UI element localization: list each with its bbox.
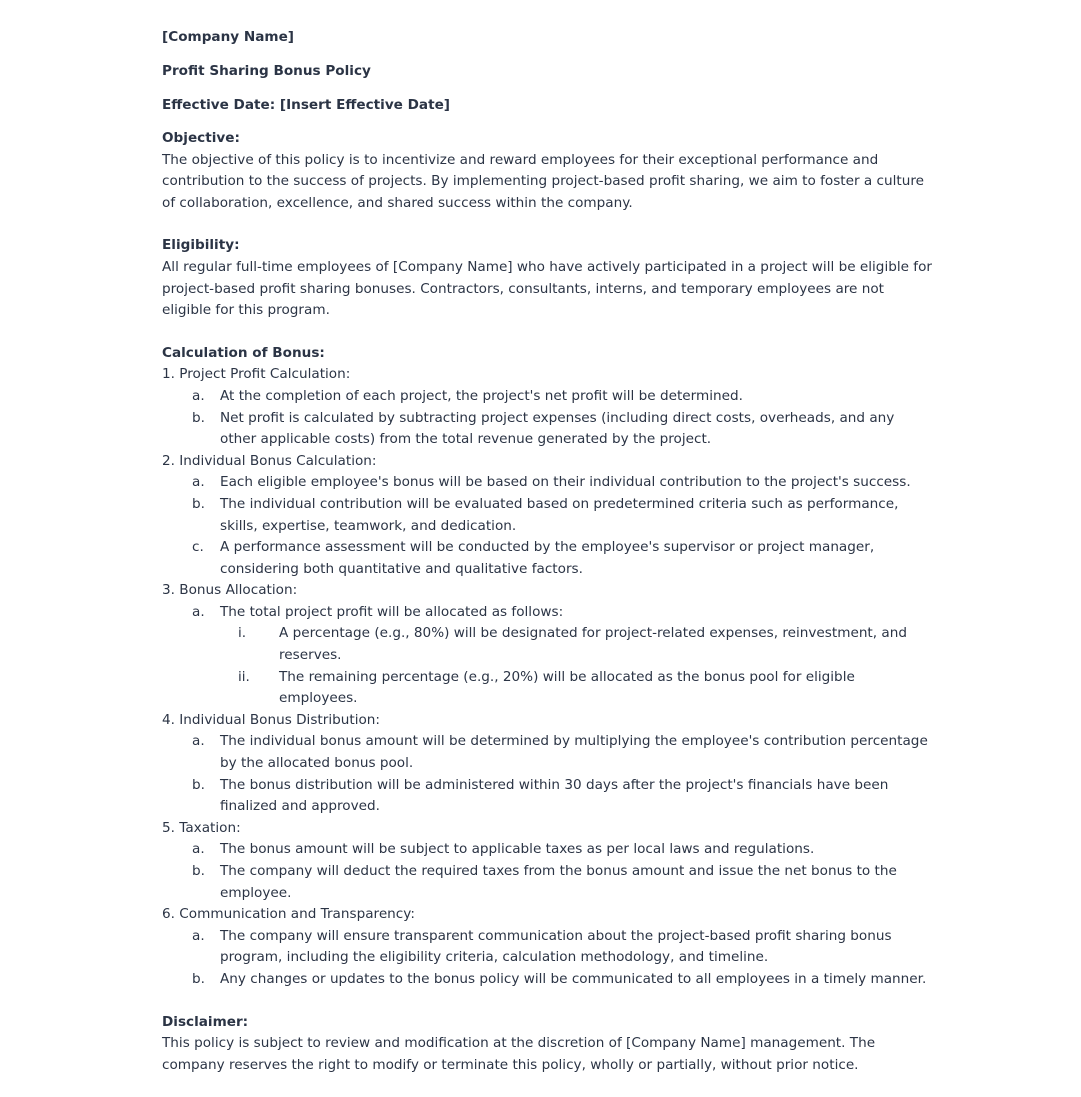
list-item: 3. Bonus Allocation: <box>162 582 298 599</box>
list-item: 5. Taxation: <box>162 819 241 836</box>
sub-item-text: The company will ensure transparent communication about the project-based profit sharing bonus program, including the eligibility criteria, calculation methodology, and timeline. <box>220 927 892 966</box>
list-marker: a. <box>192 387 205 404</box>
sub-item-text: Net profit is calculated by subtracting project expenses (including direct costs, overheads, and any other applicable costs) from the total revenue generated by the project. <box>220 409 895 448</box>
sub-item-text: At the completion of each project, the project's net profit will be determined. <box>220 387 743 404</box>
sub-list-item <box>162 731 932 774</box>
list-marker: a. <box>192 927 205 944</box>
disclaimer-section <box>162 1012 932 1077</box>
list-marker: b. <box>192 409 205 426</box>
document-title: Profit Sharing Bonus Policy <box>162 63 371 79</box>
sub-list-item <box>162 494 932 537</box>
list-item: 1. Project Profit Calculation: <box>162 366 351 383</box>
sub-item-text: The bonus amount will be subject to applicable taxes as per local laws and regulations. <box>220 841 815 858</box>
sub-item-text: The bonus distribution will be administered within 30 days after the project's financials have been finalized and approved. <box>220 776 889 815</box>
list-marker: b. <box>192 863 205 879</box>
list-marker: a. <box>192 603 205 620</box>
eligibility-heading: Eligibility: <box>162 237 240 254</box>
objective-heading: Objective: <box>162 130 240 146</box>
sub-item-text: Each eligible employee's bonus will be based on their individual contribution to the project's success. <box>220 474 911 491</box>
list-marker: b. <box>192 495 205 512</box>
effective-date: Effective Date: [Insert Effective Date] <box>162 97 451 113</box>
calculation-heading: Calculation of Bonus: <box>162 344 325 361</box>
eligibility-text: All regular full-time employees of [Company Name] who have actively participated in a project will be eligible for project-based profit sharing bonuses. Contractors, consultants, interns, and temporary employees are not eligible for this program. <box>162 258 932 319</box>
sub-sub-item-text: The remaining percentage (e.g., 20%) will be allocated as the bonus pool for eligible employees. <box>279 668 855 707</box>
sub-item-text: A performance assessment will be conducted by the employee's supervisor or project manager, considering both quantitative and qualitative factors. <box>220 539 875 577</box>
list-marker: c. <box>192 539 204 556</box>
sub-list-item <box>162 839 932 861</box>
sub-list-item <box>162 926 932 969</box>
list-item: 2. Individual Bonus Calculation: <box>162 452 377 469</box>
sub-list-item <box>162 602 932 624</box>
list-marker: b. <box>192 970 205 987</box>
sub-list-item <box>162 861 932 904</box>
sub-item-text: The company will deduct the required taxes from the bonus amount and issue the net bonus to the employee. <box>220 863 897 901</box>
list-marker: a. <box>192 733 205 750</box>
policy-document <box>162 27 932 1097</box>
sub-list-item <box>162 537 932 580</box>
list-marker: a. <box>192 474 205 491</box>
list-marker: b. <box>192 776 205 793</box>
objective-text: The objective of this policy is to incentivize and reward employees for their exceptional performance and contribution to the success of projects. By implementing project-based profit sharing, we aim to foster a culture of collaboration, excellence, and shared success within the company. <box>162 151 925 211</box>
list-item: 6. Communication and Transparency: <box>162 906 415 923</box>
disclaimer-heading: Disclaimer: <box>162 1013 249 1030</box>
sub-list-item <box>162 408 932 451</box>
sub-list-item <box>162 775 932 818</box>
sub-item-text: The total project profit will be allocated as follows: <box>220 603 564 620</box>
list-marker: ii. <box>238 668 250 685</box>
sub-list-item <box>162 969 932 991</box>
sub-item-text: Any changes or updates to the bonus policy will be communicated to all employees in a timely manner. <box>220 970 927 987</box>
sub-sub-item-text: A percentage (e.g., 80%) will be designated for project-related expenses, reinvestment, and reserves. <box>279 625 907 664</box>
sub-list-item <box>162 472 932 494</box>
list-marker: a. <box>192 841 205 858</box>
list-item: 4. Individual Bonus Distribution: <box>162 711 380 728</box>
list-marker: i. <box>238 625 247 642</box>
objective-section <box>162 128 932 214</box>
sub-list-item <box>162 386 932 408</box>
sub-sub-list-item <box>162 623 932 666</box>
sub-item-text: The individual contribution will be evaluated based on predetermined criteria such as performance, skills, expertise, teamwork, and dedication. <box>220 495 899 534</box>
company-name: [Company Name] <box>162 29 295 45</box>
calculation-section <box>162 343 932 991</box>
sub-sub-list-item <box>162 667 932 710</box>
disclaimer-text: This policy is subject to review and modification at the discretion of [Company Name] management. The company reserves the right to modify or terminate this policy, wholly or partially, without prior notice. <box>162 1035 876 1073</box>
sub-item-text: The individual bonus amount will be determined by multiplying the employee's contribution percentage by the allocated bonus pool. <box>220 733 928 772</box>
eligibility-section <box>162 235 932 321</box>
